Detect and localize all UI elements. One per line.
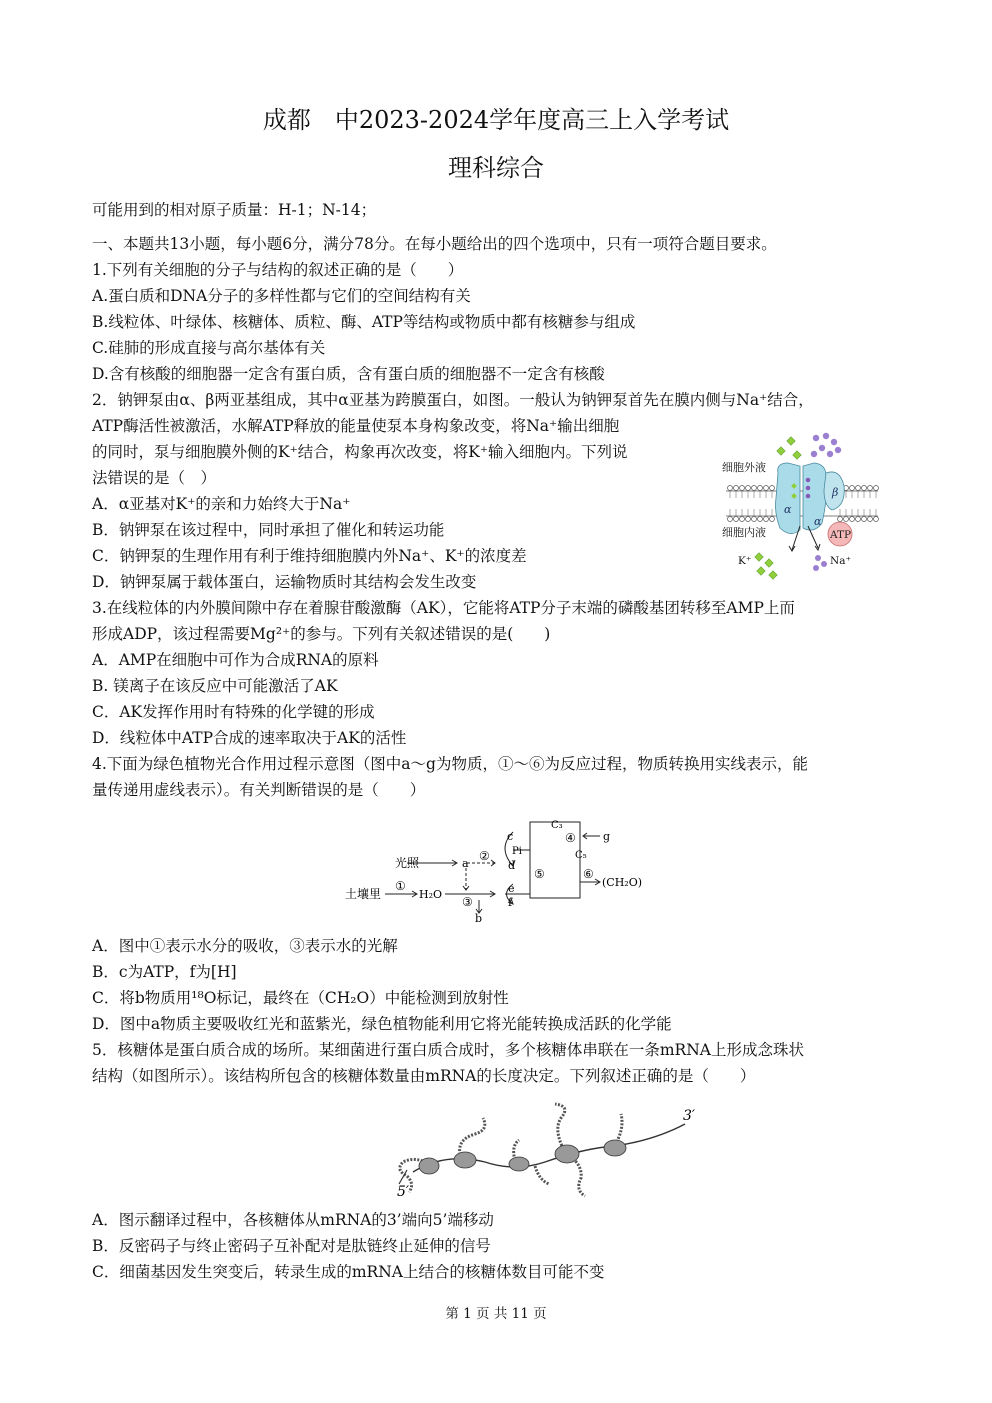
- q4-stem-line2: 量传递用虚线表示）。有关判断错误的是（ ）: [92, 781, 426, 799]
- q4-option-b: B．c为ATP，f为[H]: [92, 963, 237, 981]
- step-1: ①: [395, 879, 406, 893]
- label-d: d: [508, 859, 516, 872]
- three-prime-label: 3′: [683, 1108, 696, 1124]
- page-footer: 第 1 页 共 11 页: [445, 1306, 547, 1322]
- q1-option-d: D.含有核酸的细胞器一定含有蛋白质，含有蛋白质的细胞器不一定含有核酸: [92, 365, 605, 383]
- q5-stem-line2: 结构（如图所示）。该结构所包含的核糖体数量由mRNA的长度决定。下列叙述正确的是（ ）: [92, 1067, 756, 1085]
- section-intro: 一、本题共13小题，每小题6分，满分78分。在每小题给出的四个选项中，只有一项符合题目要求。: [92, 235, 777, 253]
- outside-label: 细胞外液: [722, 461, 766, 474]
- label-g: g: [603, 830, 611, 843]
- label-a: a: [462, 857, 469, 870]
- q2-option-a: A．α亚基对K⁺的亲和力始终大于Na⁺: [92, 495, 351, 513]
- q3-stem-line2: 形成ADP，该过程需要Mg²⁺的参与。下列有关叙述错误的是( ): [92, 625, 551, 643]
- q3-stem-line1: 3.在线粒体的内外膜间隙中存在着腺苷酸激酶（AK），它能将ATP分子末端的磷酸基团转移至AMP上而: [92, 599, 795, 617]
- five-prime-label: 5′: [397, 1184, 410, 1200]
- q1-option-c: C.硅肺的形成直接与高尔基体有关: [92, 339, 326, 357]
- na-label: Na⁺: [830, 555, 851, 567]
- q5-option-c: C．细菌基因发生突变后，转录生成的mRNA上结合的核糖体数目可能不变: [92, 1263, 605, 1281]
- q4-stem-line1: 4.下面为绿色植物光合作用过程示意图（图中a～g为物质，①～⑥为反应过程，物质转换用实线表示，能: [92, 755, 808, 773]
- q1-option-b: B.线粒体、叶绿体、核糖体、质粒、酶、ATP等结构或物质中都有核糖参与组成: [92, 313, 636, 331]
- q5-option-a: A．图示翻译过程中，各核糖体从mRNA的3’端向5’端移动: [92, 1211, 494, 1229]
- step-4: ④: [565, 831, 576, 845]
- q2-stem-line2: ATP酶活性被激活，水解ATP释放的能量使泵本身构象改变，将Na⁺输出细胞: [92, 417, 620, 435]
- q2-option-c: C．钠钾泵的生理作用有利于维持细胞膜内外Na⁺、K⁺的浓度差: [92, 547, 527, 565]
- q1-stem: 1.下列有关细胞的分子与结构的叙述正确的是（ ）: [92, 261, 464, 279]
- water-label: H₂O: [419, 888, 443, 901]
- exam-subtitle: 理科综合: [448, 154, 544, 182]
- q2-stem-line1: 2．钠钾泵由α、β两亚基组成，其中α亚基为跨膜蛋白，如图。一般认为钠钾泵首先在膜内侧与Na⁺结合，: [92, 391, 814, 409]
- label-c3: C₃: [551, 820, 563, 831]
- inside-label: 细胞内液: [722, 526, 766, 539]
- q3-option-c: C．AK发挥作用时有特殊的化学键的形成: [92, 703, 375, 721]
- q2-option-b: B．钠钾泵在该过程中，同时承担了催化和转运功能: [92, 521, 445, 539]
- q2-stem-line3: 的同时，泵与细胞膜外侧的K⁺结合，构象再次改变，将K⁺输入细胞内。下列说: [92, 443, 628, 461]
- q4-option-c: C．将b物质用¹⁸O标记，最终在（CH₂O）中能检测到放射性: [92, 989, 509, 1007]
- q1-option-a: A.蛋白质和DNA分子的多样性都与它们的空间结构有关: [92, 287, 471, 305]
- polysome-figure: [385, 1100, 715, 1204]
- atp-label: ATP: [830, 529, 852, 541]
- label-pi: Pi: [512, 846, 522, 857]
- beta-label: β: [832, 486, 839, 499]
- q3-option-a: A．AMP在细胞中可作为合成RNA的原料: [92, 651, 379, 669]
- k-label: K⁺: [738, 555, 752, 567]
- light-label: 光照: [395, 856, 420, 870]
- sodium-potassium-pump-figure: [718, 428, 880, 588]
- alpha-label-left: α: [784, 503, 792, 516]
- q3-option-b: B. 镁离子在该反应中可能激活了AK: [92, 677, 338, 695]
- product-label: (CH₂O): [602, 876, 643, 889]
- exam-title: 成都 中2023-2024学年度高三上入学考试: [262, 106, 730, 134]
- photosynthesis-figure: [345, 810, 655, 926]
- label-e: e: [508, 882, 515, 895]
- step-5: ⑤: [534, 867, 545, 881]
- q3-option-d: D．线粒体中ATP合成的速率取决于AK的活性: [92, 729, 407, 747]
- label-b: b: [475, 912, 483, 925]
- step-2: ②: [479, 849, 490, 863]
- q4-option-d: D．图中a物质主要吸收红光和蓝紫光，绿色植物能利用它将光能转换成活跃的化学能: [92, 1015, 672, 1033]
- q2-stem-line4: 法错误的是（ ）: [92, 469, 217, 487]
- label-f: f: [508, 896, 513, 909]
- atomic-mass-note: 可能用到的相对原子质量：H-1；N-14；: [92, 201, 377, 219]
- label-c: c: [507, 830, 514, 843]
- q4-option-a: A．图中①表示水分的吸收，③表示水的光解: [92, 937, 398, 955]
- q5-option-b: B．反密码子与终止密码子互补配对是肽链终止延伸的信号: [92, 1237, 491, 1255]
- soil-label: 土壤里: [345, 887, 382, 901]
- step-6: ⑥: [583, 867, 594, 881]
- alpha-label-right: α: [814, 515, 822, 528]
- step-3: ③: [462, 895, 473, 909]
- q5-stem-line1: 5．核糖体是蛋白质合成的场所。某细菌进行蛋白质合成时，多个核糖体串联在一条mRNA上形成念珠状: [92, 1041, 804, 1059]
- label-c5: C₅: [575, 850, 587, 861]
- q2-option-d: D．钠钾泵属于载体蛋白，运输物质时其结构会发生改变: [92, 573, 477, 591]
